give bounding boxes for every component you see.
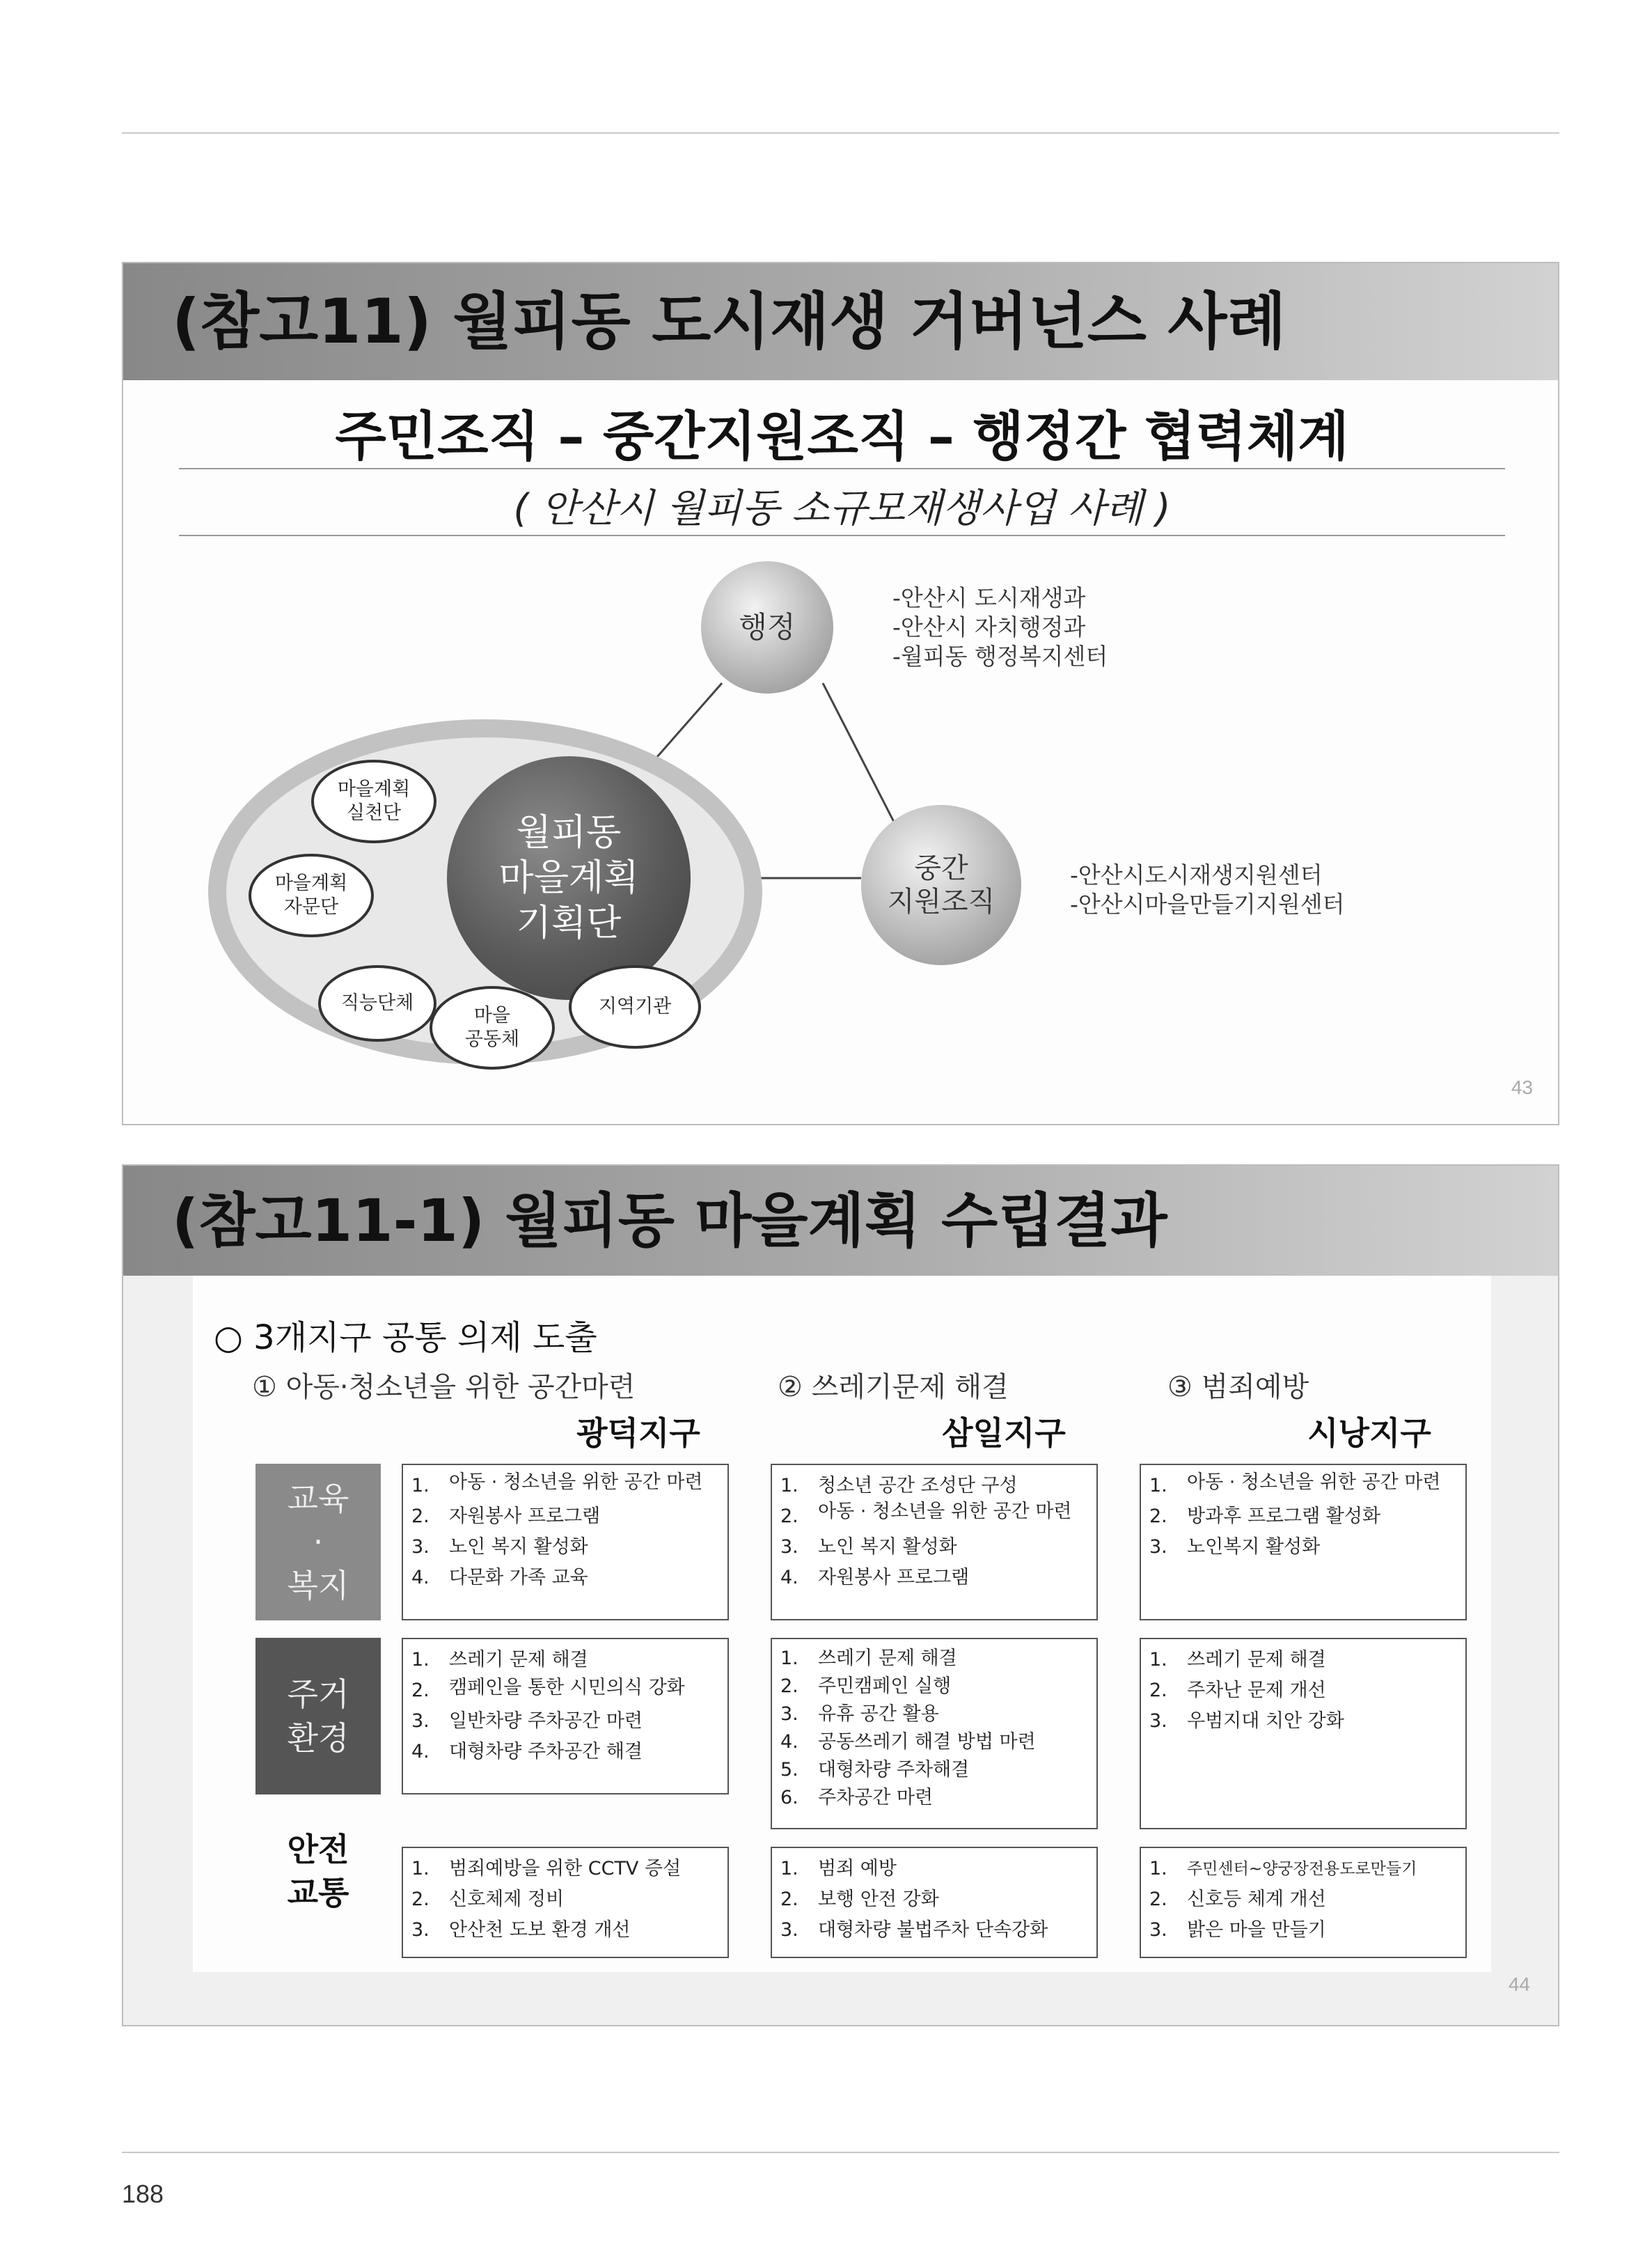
list-item (780, 1700, 1088, 1728)
category-label-line: · (313, 1523, 324, 1561)
top-rule (122, 132, 1559, 134)
item-number: 5. (780, 1759, 798, 1781)
list-item (780, 1884, 1088, 1915)
list-item (411, 1915, 719, 1946)
org-label-line: 마을계획 (337, 779, 411, 801)
item-text: 쓰레기 문제 해결 (818, 1648, 957, 1669)
slide-body (123, 380, 1559, 1125)
org-circle-practice (311, 760, 436, 843)
item-number: 2. (780, 1675, 798, 1697)
intermediary-item: -안산시마을만들기지원센터 (1070, 891, 1345, 918)
page-number: 188 (122, 2180, 164, 2208)
category-label-line: 환경 (287, 1719, 349, 1757)
intermediary-circle (861, 805, 1021, 965)
category-label-line: 복지 (287, 1566, 349, 1604)
item-number: 4. (411, 1567, 430, 1588)
list-item (411, 1563, 719, 1593)
item-text: 노인 복지 활성화 (818, 1536, 957, 1558)
item-text: 안산천 도보 환경 개선 (449, 1919, 631, 1941)
list-item (411, 1737, 719, 1767)
item-text: 공동쓰레기 해결 방법 마련 (818, 1731, 1036, 1753)
item-number: 2. (411, 1680, 430, 1701)
list-item (780, 1756, 1088, 1784)
admin-list (892, 584, 1108, 671)
category-label-line: 교육 (287, 1480, 349, 1518)
org-circle-local-agency (569, 965, 701, 1049)
org-label-line: 실천단 (346, 802, 402, 824)
item-number: 2. (780, 1506, 798, 1527)
org-label-line: 공동체 (464, 1029, 520, 1050)
org-label-line: 자문단 (283, 896, 339, 918)
issue-item: ① 아동·청소년을 위한 공간마련 (252, 1371, 636, 1403)
issue-heading (214, 1311, 597, 1359)
district-header: 삼일지구 (942, 1414, 1066, 1452)
plan-cell (1140, 1638, 1467, 1829)
governance-heading: 주민조직 – 중간지원조직 – 행정간 협력체계 (335, 405, 1349, 467)
item-number: 6. (780, 1787, 798, 1808)
item-text: 캠페인을 통한 시민의식 강화 (449, 1677, 685, 1698)
plan-cell (1140, 1464, 1467, 1620)
item-number: 3. (780, 1919, 798, 1941)
list-item (1149, 1915, 1457, 1946)
item-text: 신호체제 정비 (449, 1888, 565, 1910)
plan-cell (771, 1638, 1098, 1829)
item-text: 자원봉사 프로그램 (449, 1506, 601, 1527)
item-text: 다문화 가족 교육 (449, 1567, 588, 1588)
list-item (411, 1501, 719, 1532)
slide-43 (122, 262, 1559, 1125)
item-text: 범죄예방을 위한 CCTV 증설 (449, 1858, 682, 1879)
item-number: 3. (780, 1703, 798, 1725)
item-number: 1. (411, 1475, 430, 1496)
item-text: 범죄 예방 (818, 1858, 897, 1879)
org-label-line: 마을 (473, 1005, 511, 1027)
item-number: 2. (1149, 1506, 1167, 1527)
governance-subheading: ( 안산시 월피동 소규모재생사업 사례 ) (513, 486, 1171, 531)
item-number: 3. (780, 1536, 798, 1558)
list-item (411, 1884, 719, 1915)
category-safety-traffic (255, 1815, 381, 1927)
item-number: 1. (1149, 1858, 1167, 1879)
org-label-line: 마을계획 (274, 873, 348, 895)
slide-body (193, 1276, 1491, 1972)
item-number: 1. (1149, 1649, 1167, 1671)
item-number: 1. (1149, 1475, 1167, 1496)
issue-item: ② 쓰레기문제 해결 (778, 1371, 1009, 1403)
item-text: 노인복지 활성화 (1187, 1536, 1321, 1558)
item-number: 1. (780, 1475, 798, 1496)
admin-item: -월피동 행정복지센터 (892, 643, 1108, 670)
item-text: 유휴 공간 활용 (818, 1703, 939, 1725)
item-number: 3. (1149, 1710, 1167, 1732)
slide-title: (참고11-1) 월피동 마을계획 수립결과 (123, 1166, 1558, 1276)
list-item (780, 1563, 1088, 1593)
item-number: 3. (411, 1710, 430, 1732)
list-item (411, 1854, 719, 1884)
item-number: 2. (1149, 1680, 1167, 1701)
planning-group-circle (447, 756, 691, 1000)
slide-44 (122, 1164, 1559, 2026)
item-number: 3. (411, 1536, 430, 1558)
item-text: 대형차량 주차공간 해결 (449, 1741, 643, 1762)
org-label-line: 직능단체 (340, 992, 414, 1015)
item-text: 청소년 공간 조성단 구성 (818, 1475, 1018, 1496)
admin-label: 행정 (739, 609, 796, 644)
category-living-environment (255, 1638, 381, 1794)
item-text: 보행 안전 강화 (818, 1888, 939, 1910)
intermediary-item: -안산시도시재생지원센터 (1070, 861, 1323, 889)
item-text: 아동 · 청소년을 위한 공간 마련 (1187, 1471, 1441, 1493)
intermediary-label-line: 중간 (914, 852, 968, 884)
list-item (780, 1645, 1088, 1673)
plan-cell (402, 1638, 729, 1794)
district-header: 시낭지구 (1307, 1414, 1431, 1452)
item-text: 우범지대 치안 강화 (1187, 1710, 1344, 1732)
item-number: 2. (411, 1506, 430, 1527)
list-item (1149, 1854, 1457, 1884)
plan-cell (771, 1464, 1098, 1620)
category-label-line: 주거 (287, 1675, 349, 1714)
list-item (1149, 1532, 1457, 1563)
item-number: 1. (411, 1649, 430, 1671)
org-circle-professional (318, 965, 436, 1042)
bottom-rule (122, 2152, 1559, 2153)
list-item (1149, 1675, 1457, 1706)
list-item (411, 1645, 719, 1675)
list-item (411, 1532, 719, 1563)
slide-number: 44 (1508, 1973, 1530, 1995)
item-number: 2. (780, 1888, 798, 1910)
item-text: 대형차량 주차해결 (818, 1759, 970, 1781)
item-text: 쓰레기 문제 해결 (449, 1649, 588, 1671)
item-number: 2. (1149, 1888, 1167, 1910)
item-text: 노인 복지 활성화 (449, 1536, 588, 1558)
admin-item: -안산시 자치행정과 (892, 613, 1086, 641)
item-text: 아동 · 청소년을 위한 공간 마련 (449, 1471, 703, 1493)
item-text: 주민센터~양궁장전용도로만들기 (1187, 1860, 1417, 1878)
item-text: 자원봉사 프로그램 (818, 1567, 970, 1588)
item-text: 신호등 체계 개선 (1187, 1888, 1326, 1910)
plan-cell (771, 1847, 1098, 1958)
list-item (1149, 1706, 1457, 1737)
item-text: 주차난 문제 개선 (1187, 1680, 1326, 1701)
category-education-welfare (255, 1464, 381, 1620)
item-text: 방과후 프로그램 활성화 (1187, 1506, 1380, 1527)
org-circle-advisory (249, 854, 374, 937)
item-number: 4. (780, 1731, 798, 1753)
admin-item: -안산시 도시재생과 (892, 584, 1086, 611)
list-item (780, 1673, 1088, 1700)
admin-circle (701, 561, 833, 694)
list-item (780, 1532, 1088, 1563)
item-text: 아동 · 청소년을 위한 공간 마련 (818, 1501, 1072, 1522)
org-label-line: 지역기관 (598, 996, 672, 1018)
item-text: 주민캠페인 실행 (818, 1675, 952, 1697)
issue-item: ③ 범죄예방 (1167, 1371, 1309, 1403)
item-text: 대형차량 불법주차 단속강화 (818, 1919, 1048, 1941)
plan-cell (402, 1464, 729, 1620)
bullet-icon: ○ (214, 1318, 243, 1357)
district-header: 광덕지구 (576, 1414, 700, 1452)
list-item (780, 1784, 1088, 1812)
list-item (1149, 1471, 1457, 1501)
plan-cell (402, 1847, 729, 1958)
list-item (780, 1501, 1088, 1532)
intermediary-list (1070, 861, 1344, 919)
category-label-line: 교통 (287, 1874, 349, 1911)
list-item (780, 1915, 1088, 1946)
list-item (411, 1675, 719, 1706)
slide-number: 43 (1511, 1077, 1533, 1098)
item-number: 3. (411, 1919, 430, 1941)
center-label-line: 월피동 (516, 811, 622, 854)
list-item (411, 1706, 719, 1737)
item-text: 쓰레기 문제 해결 (1187, 1649, 1326, 1671)
list-item (780, 1471, 1088, 1501)
center-label-line: 기획단 (516, 902, 622, 944)
item-text: 주차공간 마련 (818, 1787, 934, 1808)
issue-heading-text: 3개지구 공통 의제 도출 (253, 1318, 597, 1357)
list-item (1149, 1645, 1457, 1675)
org-circle-community (430, 986, 555, 1070)
intermediary-label-line: 지원조직 (887, 886, 995, 918)
item-text: 밝은 마을 만들기 (1187, 1919, 1326, 1941)
category-label-line: 안전 (287, 1830, 349, 1868)
item-number: 1. (780, 1858, 798, 1879)
list-item (1149, 1884, 1457, 1915)
item-number: 1. (411, 1858, 430, 1879)
slide-title: (참고11) 월피동 도시재생 거버넌스 사례 (123, 263, 1558, 380)
item-number: 1. (780, 1648, 798, 1669)
item-number: 4. (780, 1567, 798, 1588)
item-number: 3. (1149, 1919, 1167, 1941)
list-item (780, 1854, 1088, 1884)
list-item (1149, 1501, 1457, 1532)
item-number: 2. (411, 1888, 430, 1910)
list-item (780, 1728, 1088, 1756)
plan-cell (1140, 1847, 1467, 1958)
center-label-line: 마을계획 (498, 857, 639, 899)
item-number: 4. (411, 1741, 430, 1762)
item-text: 일반차량 주차공간 마련 (449, 1710, 643, 1732)
list-item (411, 1471, 719, 1501)
item-number: 3. (1149, 1536, 1167, 1558)
